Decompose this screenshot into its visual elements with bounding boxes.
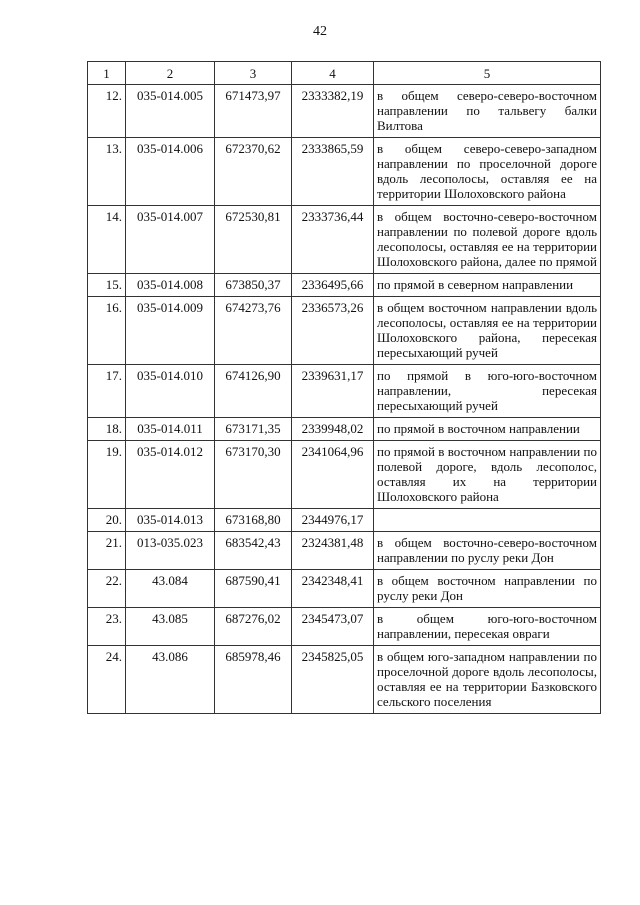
header-cell: 5 <box>374 62 601 85</box>
header-cell: 1 <box>88 62 126 85</box>
point-code: 035-014.012 <box>126 441 215 509</box>
table-row <box>88 418 601 441</box>
table-row <box>88 608 601 646</box>
x-coordinate: 674126,90 <box>215 365 292 418</box>
direction-description: по прямой в северном направлении <box>374 274 601 297</box>
row-number: 22. <box>88 570 126 608</box>
x-coordinate: 673850,37 <box>215 274 292 297</box>
point-code: 035-014.010 <box>126 365 215 418</box>
x-coordinate: 671473,97 <box>215 85 292 138</box>
table-row <box>88 509 601 532</box>
point-code: 035-014.006 <box>126 138 215 206</box>
row-number: 17. <box>88 365 126 418</box>
row-number: 20. <box>88 509 126 532</box>
direction-description: в общем северо-северо-западном направлении по проселочной дороге вдоль лесополосы, оставляя ее на территории Шолоховского района <box>374 138 601 206</box>
point-code: 43.086 <box>126 646 215 714</box>
y-coordinate: 2339948,02 <box>292 418 374 441</box>
y-coordinate: 2336495,66 <box>292 274 374 297</box>
point-code: 035-014.009 <box>126 297 215 365</box>
y-coordinate: 2324381,48 <box>292 532 374 570</box>
point-code: 035-014.013 <box>126 509 215 532</box>
y-coordinate: 2333736,44 <box>292 206 374 274</box>
table-row <box>88 365 601 418</box>
y-coordinate: 2345473,07 <box>292 608 374 646</box>
row-number: 12. <box>88 85 126 138</box>
coordinates-table <box>87 61 601 714</box>
y-coordinate: 2342348,41 <box>292 570 374 608</box>
direction-description: в общем восточном направлении вдоль лесополосы, оставляя ее на территории Шолоховского района, пересекая пересыхающий ручей <box>374 297 601 365</box>
point-code: 035-014.005 <box>126 85 215 138</box>
direction-description: в общем восточно-северо-восточном направлении по руслу реки Дон <box>374 532 601 570</box>
row-number: 23. <box>88 608 126 646</box>
header-cell: 2 <box>126 62 215 85</box>
direction-description: в общем юго-западном направлении по проселочной дороге вдоль лесополосы, оставляя ее на территории Базковского сельского поселения <box>374 646 601 714</box>
x-coordinate: 673168,80 <box>215 509 292 532</box>
y-coordinate: 2344976,17 <box>292 509 374 532</box>
x-coordinate: 683542,43 <box>215 532 292 570</box>
x-coordinate: 674273,76 <box>215 297 292 365</box>
direction-description: по прямой в восточном направлении по полевой дороге, вдоль лесополос, оставляя их на территории Шолоховского района <box>374 441 601 509</box>
table-header-row <box>88 62 601 85</box>
point-code: 013-035.023 <box>126 532 215 570</box>
x-coordinate: 687276,02 <box>215 608 292 646</box>
y-coordinate: 2336573,26 <box>292 297 374 365</box>
table-row <box>88 646 601 714</box>
y-coordinate: 2341064,96 <box>292 441 374 509</box>
direction-description: по прямой в юго-юго-восточном направлении, пересекая пересыхающий ручей <box>374 365 601 418</box>
table-row <box>88 85 601 138</box>
point-code: 035-014.007 <box>126 206 215 274</box>
direction-description <box>374 509 601 532</box>
row-number: 16. <box>88 297 126 365</box>
x-coordinate: 687590,41 <box>215 570 292 608</box>
table-row <box>88 570 601 608</box>
row-number: 19. <box>88 441 126 509</box>
row-number: 24. <box>88 646 126 714</box>
row-number: 15. <box>88 274 126 297</box>
y-coordinate: 2333865,59 <box>292 138 374 206</box>
y-coordinate: 2333382,19 <box>292 85 374 138</box>
table-row <box>88 138 601 206</box>
x-coordinate: 673170,30 <box>215 441 292 509</box>
x-coordinate: 673171,35 <box>215 418 292 441</box>
direction-description: в общем северо-северо-восточном направлении по тальвегу балки Вилтова <box>374 85 601 138</box>
x-coordinate: 685978,46 <box>215 646 292 714</box>
direction-description: в общем юго-юго-восточном направлении, пересекая овраги <box>374 608 601 646</box>
point-code: 035-014.008 <box>126 274 215 297</box>
table-row <box>88 206 601 274</box>
direction-description: в общем восточном направлении по руслу реки Дон <box>374 570 601 608</box>
table-row <box>88 274 601 297</box>
table-row <box>88 297 601 365</box>
x-coordinate: 672370,62 <box>215 138 292 206</box>
header-cell: 4 <box>292 62 374 85</box>
page-number: 42 <box>313 24 327 39</box>
point-code: 43.085 <box>126 608 215 646</box>
x-coordinate: 672530,81 <box>215 206 292 274</box>
y-coordinate: 2339631,17 <box>292 365 374 418</box>
point-code: 43.084 <box>126 570 215 608</box>
y-coordinate: 2345825,05 <box>292 646 374 714</box>
table-row <box>88 441 601 509</box>
header-cell: 3 <box>215 62 292 85</box>
row-number: 14. <box>88 206 126 274</box>
direction-description: в общем восточно-северо-восточном направлении по полевой дороге вдоль лесополосы, оставляя ее на территории Шолоховского района, далее по прямой <box>374 206 601 274</box>
table-row <box>88 532 601 570</box>
row-number: 21. <box>88 532 126 570</box>
row-number: 18. <box>88 418 126 441</box>
direction-description: по прямой в восточном направлении <box>374 418 601 441</box>
point-code: 035-014.011 <box>126 418 215 441</box>
row-number: 13. <box>88 138 126 206</box>
